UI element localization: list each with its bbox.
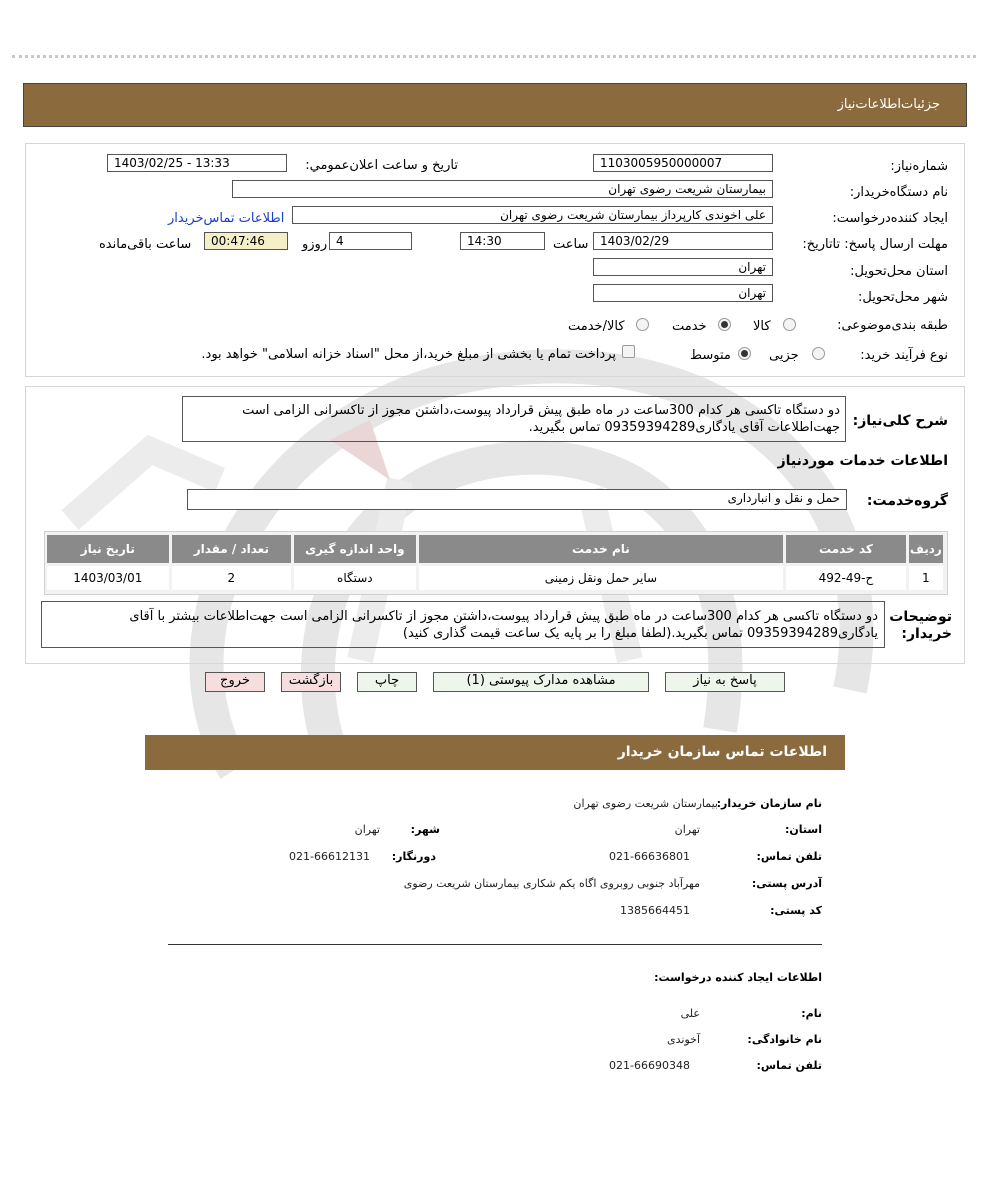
category-option-goods-service: کالا/خدمت (568, 319, 625, 334)
cell-row-number: 1 (909, 566, 943, 590)
service-group-label: گروه‌خدمت: (866, 493, 948, 509)
deadline-time-label: ساعت (553, 237, 589, 252)
need-info-panel (25, 143, 965, 377)
services-table (44, 532, 946, 593)
contact-phone-label: تلفن تماس: (756, 850, 822, 863)
creator-name-label: نام: (801, 1007, 822, 1020)
contact-province-label: استان: (785, 823, 822, 836)
creator-family-value: آخوندی (667, 1033, 700, 1046)
time-remaining-field: 00:47:46 (204, 232, 288, 250)
cell-quantity: 2 (172, 566, 292, 590)
table-header-row (47, 535, 943, 563)
col-header-service-name: نام خدمت (419, 535, 784, 563)
creator-phone-value: 021-66690348 (609, 1059, 690, 1072)
process-option-medium: متوسط (690, 348, 731, 363)
print-button[interactable]: چاپ (357, 672, 417, 692)
back-button[interactable]: بازگشت (281, 672, 341, 692)
buyer-notes-label-text: توضیحات خریدار: (889, 609, 952, 642)
days-label: روزو (302, 237, 328, 252)
need-number-label: شماره‌نیاز: (890, 159, 948, 174)
contact-province-value: تهران (674, 823, 700, 836)
view-attachments-button[interactable]: مشاهده مدارک پیوستی (1) (433, 672, 649, 692)
contact-fax-value: 021-66612131 (289, 850, 370, 863)
category-label: طبقه بندی‌موضوعی: (837, 318, 948, 333)
province-field: تهران (593, 258, 773, 276)
process-option-small: جزیی (769, 348, 799, 363)
contact-org-label: نام سازمان خریدار: (716, 797, 822, 810)
buyer-contact-link[interactable]: اطلاعات تماس‌خریدار (168, 211, 285, 226)
buyer-org-field: بیمارستان شریعت رضوی تهران (232, 180, 773, 198)
buyer-org-label: نام دستگاه‌خریدار: (849, 185, 948, 200)
province-label: استان محل‌تحویل: (850, 264, 948, 279)
contact-org-value: بیمارستان شریعت رضوی تهران (573, 797, 718, 810)
col-header-quantity: تعداد / مقدار (172, 535, 292, 563)
creator-phone-label: تلفن تماس: (756, 1059, 822, 1072)
contact-city-value: تهران (354, 823, 380, 836)
contact-address-label: آدرس پستی: (751, 877, 822, 890)
buyer-notes-text: دو دستگاه تاکسی هر کدام 300ساعت در ماه طبق پیش قرارداد پیوست،داشتن مجوز از تاکسرانی الزامی است جهت‌اطلاعات بیشتر با آقای یادگاری09359394289 تماس بگیرید.(لطفا مبلغ را بر پایه یک ساعت قیمت گذاری کنید) (129, 609, 878, 641)
exit-button[interactable]: خروج (205, 672, 265, 692)
city-field: تهران (593, 284, 773, 302)
description-text: دو دستگاه تاکسی هر کدام 300ساعت در ماه طبق پیش قرارداد پیوست،داشتن مجوز از تاکسرانی الزامی است جهت‌اطلاعات آقای یادگاری09359394289 تماس بگیرید. (242, 403, 840, 435)
city-label: شهر محل‌تحویل: (858, 290, 948, 305)
need-number-field: 1103005950000007 (593, 154, 773, 172)
contact-address-value: مهرآباد جنوبی روبروی اگاه یکم شکاری بیمارستان شریعت رضوی (403, 877, 700, 890)
creator-name-value: علی (680, 1007, 700, 1020)
col-header-service-code: کد خدمت (786, 535, 906, 563)
process-label: نوع فرآیند خرید: (860, 348, 948, 363)
treasury-payment-checkbox[interactable] (622, 345, 635, 358)
category-radio-goods-service[interactable] (636, 318, 649, 331)
col-header-unit: واحد اندازه گیری (294, 535, 416, 563)
description-label: شرح کلی‌نیاز: (852, 413, 948, 429)
deadline-label: مهلت ارسال پاسخ: تاتاریخ: (802, 237, 948, 252)
cell-need-date: 1403/03/01 (47, 566, 169, 590)
category-radio-goods[interactable] (783, 318, 796, 331)
process-radio-medium[interactable] (738, 347, 751, 360)
category-option-goods: کالا (753, 319, 771, 334)
buyer-contact-section-title: اطلاعات تماس سازمان خریدار (617, 744, 827, 760)
col-header-row-number: ردیف (909, 535, 943, 563)
cell-service-code: ح-49-492 (786, 566, 906, 590)
service-group-field: حمل و نقل و انبارداری (187, 489, 847, 510)
announce-datetime-label: تاریخ و ساعت اعلان‌عمومي: (305, 158, 458, 173)
col-header-need-date: تاریخ نیاز (47, 535, 169, 563)
time-remaining-label: ساعت باقی‌مانده (99, 237, 192, 252)
contact-postal-value: 1385664451 (620, 904, 690, 917)
details-header-bar (23, 83, 967, 127)
category-radio-service[interactable] (718, 318, 731, 331)
creator-field: علی اخوندی کارپرداز بیمارستان شریعت رضوی تهران (292, 206, 773, 224)
creator-family-label: نام خانوادگی: (747, 1033, 822, 1046)
process-radio-small[interactable] (812, 347, 825, 360)
buyer-notes-label (889, 609, 952, 643)
contact-city-label: شهر: (410, 823, 440, 836)
announce-datetime-field: 1403/02/25 - 13:33 (107, 154, 287, 172)
category-option-service: خدمت (672, 319, 707, 334)
reply-to-need-button[interactable]: پاسخ به نیاز (665, 672, 785, 692)
creator-label: ایجاد کننده‌درخواست: (832, 211, 948, 226)
buyer-contact-section-bar (145, 735, 845, 770)
deadline-time-field: 14:30 (460, 232, 545, 250)
deadline-date-field: 1403/02/29 (593, 232, 773, 250)
contact-divider (168, 944, 822, 945)
cell-service-name: سایر حمل ونقل زمینی (419, 566, 784, 590)
services-title: اطلاعات خدمات مورد‌نیاز (777, 453, 948, 469)
contact-postal-label: کد پستی: (770, 904, 822, 917)
treasury-payment-note: پرداخت تمام یا بخشی از مبلغ خرید،از محل "اسناد خزانه اسلامی" خواهد بود. (201, 347, 616, 362)
top-dotted-divider (12, 55, 976, 58)
days-remaining-field: 4 (329, 232, 412, 250)
cell-unit: دستگاه (294, 566, 416, 590)
details-header-title: جزئیات‌اطلاعات‌نیاز (837, 97, 940, 112)
table-row (47, 566, 943, 590)
contact-fax-label: دورنگار: (391, 850, 436, 863)
creator-info-title: اطلاعات ایجاد کننده درخواست: (654, 971, 822, 984)
contact-phone-value: 021-66636801 (609, 850, 690, 863)
